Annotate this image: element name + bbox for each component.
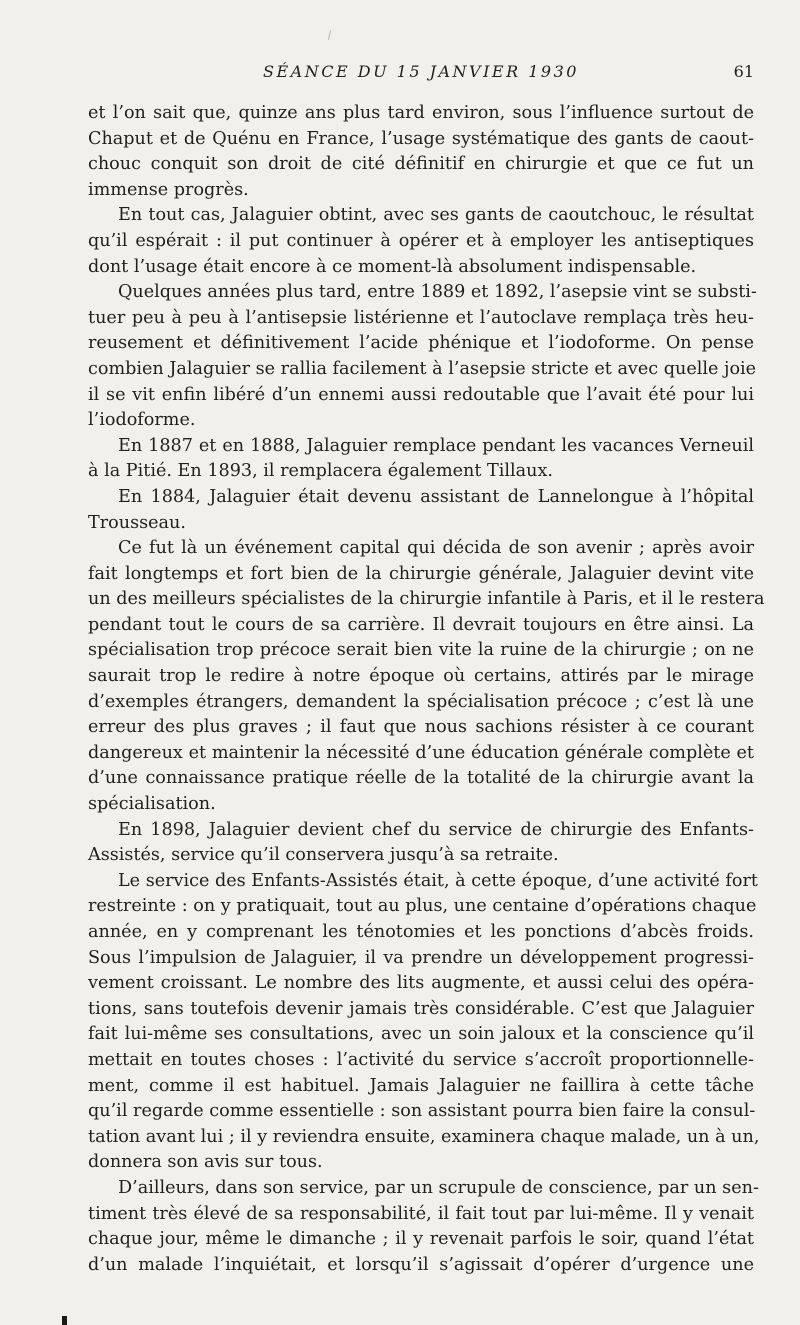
- running-title: SÉANCE DU 15 JANVIER 1930: [263, 62, 579, 81]
- text-line: spécialisation.: [88, 794, 216, 815]
- text-line: chaque jour, même le dimanche ; il y revenait parfois le soir, quand l’état: [88, 1229, 754, 1250]
- text-line: reusement et définitivement l’acide phénique et l’iodoforme. On pense: [88, 333, 754, 354]
- text-line: tions, sans toutefois devenir jamais très considérable. C’est que Jalaguier: [88, 998, 754, 1019]
- text-line: mettait en toutes choses : l’activité du service s’accroît proportionnelle-: [88, 1049, 754, 1070]
- text-line: et l’on sait que, quinze ans plus tard environ, sous l’influence surtout de: [88, 103, 754, 123]
- text-line: dangereux et maintenir la nécessité d’une éducation générale complète et: [88, 742, 754, 763]
- text-line: d’une connaissance pratique réelle de la totalité de la chirurgie avant la: [88, 768, 754, 789]
- text-line: tation avant lui ; il y reviendra ensuite, examinera chaque malade, un à un,: [88, 1126, 760, 1147]
- text-line: chouc conquit son droit de cité définitif en chirurgie et que ce fut un: [88, 154, 754, 175]
- text-line: erreur des plus graves ; il faut que nous sachions résister à ce courant: [88, 717, 754, 738]
- text-line: année, en y comprenant les ténotomies et les ponctions d’abcès froids.: [88, 922, 754, 942]
- text-line: qu’il regarde comme essentielle : son assistant pourra bien faire la consul-: [88, 1101, 756, 1122]
- text-line: immense progrès.: [88, 179, 249, 200]
- speck-mark: [328, 30, 331, 40]
- text-line: qu’il espérait : il put continuer à opérer et à employer les antiseptiques: [88, 230, 754, 251]
- text-line: pendant tout le cours de sa carrière. Il devrait toujours en être ainsi. La: [88, 614, 754, 635]
- text-line: d’exemples étrangers, demandent la spécialisation précoce ; c’est là une: [88, 691, 754, 712]
- text-line: Ce fut là un événement capital qui décida de son avenir ; après avoir: [118, 538, 754, 559]
- text-line: d’un malade l’inquiétait, et lorsqu’il s’agissait d’opérer d’urgence une: [88, 1254, 754, 1275]
- text-line: fait longtemps et fort bien de la chirurgie générale, Jalaguier devint vite: [88, 563, 754, 584]
- text-line: spécialisation trop précoce serait bien vite la ruine de la chirurgie ; on ne: [88, 640, 754, 661]
- text-line: D’ailleurs, dans son service, par un scrupule de conscience, par un sen-: [118, 1177, 759, 1198]
- text-line: donnera son avis sur tous.: [88, 1152, 323, 1173]
- text-line: En tout cas, Jalaguier obtint, avec ses gants de caoutchouc, le résultat: [118, 205, 754, 226]
- text-line: Chaput et de Quénu en France, l’usage systématique des gants de caout-: [88, 128, 754, 149]
- text-line: En 1884, Jalaguier était devenu assistant de Lannelongue à l’hôpital: [118, 486, 754, 507]
- text-line: à la Pitié. En 1893, il remplacera également Tillaux.: [88, 461, 554, 482]
- text-line: restreinte : on y pratiquait, tout au plus, une centaine d’opérations chaque: [88, 896, 757, 917]
- text-line: dont l’usage était encore à ce moment-là absolument indispensable.: [88, 256, 697, 277]
- text-line: En 1887 et en 1888, Jalaguier remplace pendant les vacances Verneuil: [118, 435, 754, 456]
- text-line: saurait trop le redire à notre époque où certains, attirés par le mirage: [88, 666, 754, 687]
- running-header: [88, 60, 754, 84]
- text-line: combien Jalaguier se rallia facilement à l’asepsie stricte et avec quelle joie: [88, 358, 757, 379]
- text-line: Quelques années plus tard, entre 1889 et 1892, l’asepsie vint se substi-: [118, 282, 757, 303]
- text-line: timent très élevé de sa responsabilité, il fait tout par lui-même. Il y venait: [88, 1203, 754, 1224]
- text-line: vement croissant. Le nombre des lits augmente, et aussi celui des opéra-: [88, 973, 754, 994]
- text-line: ment, comme il est habituel. Jamais Jalaguier ne faillira à cette tâche: [88, 1075, 754, 1096]
- text-line: En 1898, Jalaguier devient chef du service de chirurgie des Enfants-: [118, 819, 754, 840]
- page-number: 61: [733, 62, 754, 81]
- text-line: il se vit enfin libéré d’un ennemi aussi redoutable que l’avait été pour lui: [88, 384, 754, 405]
- speck-mark: [62, 1316, 67, 1325]
- text-line: tuer peu à peu à l’antisepsie listérienne et l’autoclave remplaça très heu-: [88, 307, 754, 328]
- text-line: fait lui-même ses consultations, avec un soin jaloux et la conscience qu’il: [88, 1024, 754, 1045]
- text-line: Sous l’impulsion de Jalaguier, il va prendre un développement progressi-: [88, 947, 754, 968]
- text-line: un des meilleurs spécialistes de la chirurgie infantile à Paris, et il le restera: [88, 589, 765, 610]
- text-line: Assistés, service qu’il conservera jusqu’à sa retraite.: [88, 845, 559, 866]
- text-line: Trousseau.: [88, 512, 186, 533]
- text-line: l’iodoforme.: [88, 410, 196, 431]
- text-line: Le service des Enfants-Assistés était, à cette époque, d’une activité fort: [118, 870, 758, 891]
- body-text: [88, 101, 765, 1278]
